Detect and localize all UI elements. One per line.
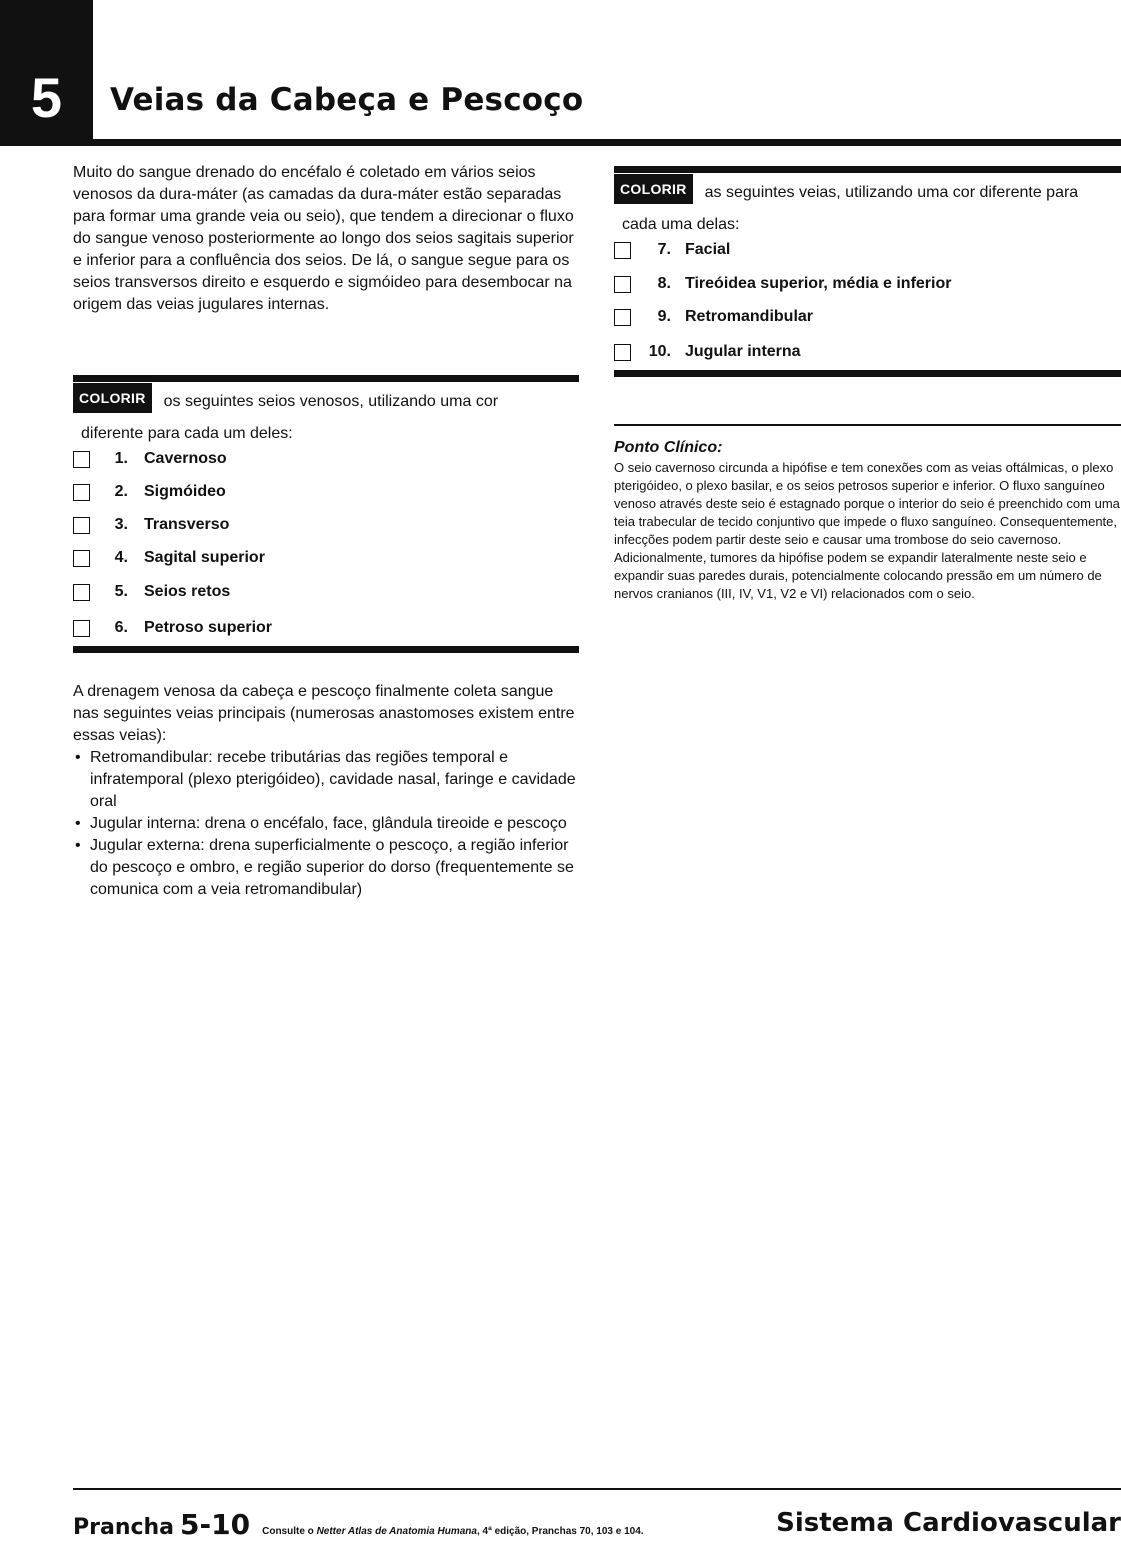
checkbox[interactable] bbox=[73, 451, 90, 468]
checkbox[interactable] bbox=[73, 584, 90, 601]
clinical-rule bbox=[614, 424, 1121, 426]
checkbox[interactable] bbox=[73, 550, 90, 567]
checkbox[interactable] bbox=[73, 484, 90, 501]
plate-label: Prancha bbox=[73, 1515, 175, 1540]
chapter-number-box bbox=[0, 0, 93, 140]
sinuses-instruction-line1: os seguintes seios venosos, utilizando uma cor bbox=[163, 393, 499, 410]
footer-plate bbox=[73, 1508, 644, 1541]
chapter-number: 5 bbox=[30, 66, 63, 129]
page-title: Veias da Cabeça e Pescoço bbox=[110, 82, 584, 118]
sinuses-bottom-bar bbox=[73, 646, 579, 653]
sinus-item[interactable]: 5. Seios retos bbox=[73, 583, 230, 601]
drainage-section bbox=[73, 681, 578, 901]
checkbox[interactable] bbox=[73, 517, 90, 534]
vein-item[interactable]: 7. Facial bbox=[614, 241, 730, 259]
intro-paragraph: Muito do sangue drenado do encéfalo é coletado em vários seios venosos da dura-máter (as camadas da dura-máter estão separadas para formar uma grande veia ou seio), que tendem a direcionar o fluxo do sangue venoso posteriormente ao longo dos seios sagitais superior e inferior para a confluência dos seios. De lá, o sangue segue para os seios transversos direito e esquerdo e sigmóideo para desembocar na origem das veias jugulares internas. bbox=[73, 164, 574, 313]
list-item: • Jugular interna: drena o encéfalo, face, glândula tireoide e pescoço bbox=[73, 813, 578, 835]
vein-item[interactable]: 9. Retromandibular bbox=[614, 308, 813, 326]
checkbox[interactable] bbox=[614, 309, 631, 326]
veins-instruction-line1: as seguintes veias, utilizando uma cor diferente para bbox=[704, 184, 1079, 201]
veins-instruction-line2: cada uma delas: bbox=[622, 216, 740, 233]
checkbox[interactable] bbox=[614, 242, 631, 259]
sinus-item[interactable]: 3. Transverso bbox=[73, 516, 229, 534]
checkbox[interactable] bbox=[614, 276, 631, 293]
list-item: • Retromandibular: recebe tributárias das regiões temporal e infratemporal (plexo pterigóideo), cavidade nasal, faringe e cavidade oral bbox=[73, 747, 578, 813]
sinuses-instruction-line2: diferente para cada um deles: bbox=[81, 425, 293, 442]
veins-bottom-bar bbox=[614, 370, 1121, 377]
vein-item[interactable]: 8. Tireóidea superior, média e inferior bbox=[614, 275, 951, 293]
sinuses-top-bar bbox=[73, 375, 579, 382]
veins-top-bar bbox=[614, 166, 1121, 173]
footer-rule bbox=[73, 1488, 1121, 1490]
vein-item[interactable]: 10. Jugular interna bbox=[614, 343, 801, 361]
sinus-item[interactable]: 2. Sigmóideo bbox=[73, 483, 226, 501]
sinus-item[interactable]: 1. Cavernoso bbox=[73, 450, 227, 468]
list-item: • Jugular externa: drena superficialmente o pescoço, a região inferior do pescoço e ombro, e região superior do dorso (frequentemente se comunica com a veia retromandibular) bbox=[73, 835, 578, 901]
drainage-list bbox=[73, 747, 578, 901]
clinical-body: O seio cavernoso circunda a hipófise e tem conexões com as veias oftálmicas, o plexo pterigóideo, o plexo basilar, e os seios petrosos superior e inferior. O fluxo sanguíneo venoso através deste seio é estagnado porque o interior do seio é preenchido com uma teia trabecular de tecido conjuntivo que impede o fluxo sanguíneo. Consequentemente, infecções podem partir deste seio e causar uma trombose do seio cavernoso. Adicionalmente, tumores da hipófise podem se expandir lateralmente neste seio e expandir suas paredes durais, potencialmente colocando pressão em um número de nervos cranianos (III, IV, V1, V2 e VI) relacionados com o seio. bbox=[614, 460, 1120, 601]
checkbox[interactable] bbox=[614, 344, 631, 361]
sinuses-instruction bbox=[73, 383, 579, 445]
title-rule bbox=[0, 139, 1121, 146]
clinical-title: Ponto Clínico: bbox=[614, 439, 723, 456]
veins-colorir-tag: COLORIR bbox=[614, 174, 693, 204]
section-title: Sistema Cardiovascular bbox=[776, 1508, 1121, 1538]
veins-instruction bbox=[614, 174, 1121, 236]
drainage-intro: A drenagem venosa da cabeça e pescoço finalmente coleta sangue nas seguintes veias principais (numerosas anastomoses existem entre essas veias): bbox=[73, 683, 575, 744]
sinuses-colorir-tag: COLORIR bbox=[73, 383, 152, 413]
plate-number: 5-10 bbox=[180, 1508, 251, 1541]
reference-text: Consulte o Netter Atlas de Anatomia Humana, 4ª edição, Pranchas 70, 103 e 104. bbox=[262, 1526, 644, 1537]
sinus-item[interactable]: 4. Sagital superior bbox=[73, 549, 265, 567]
checkbox[interactable] bbox=[73, 620, 90, 637]
sinus-item[interactable]: 6. Petroso superior bbox=[73, 619, 272, 637]
